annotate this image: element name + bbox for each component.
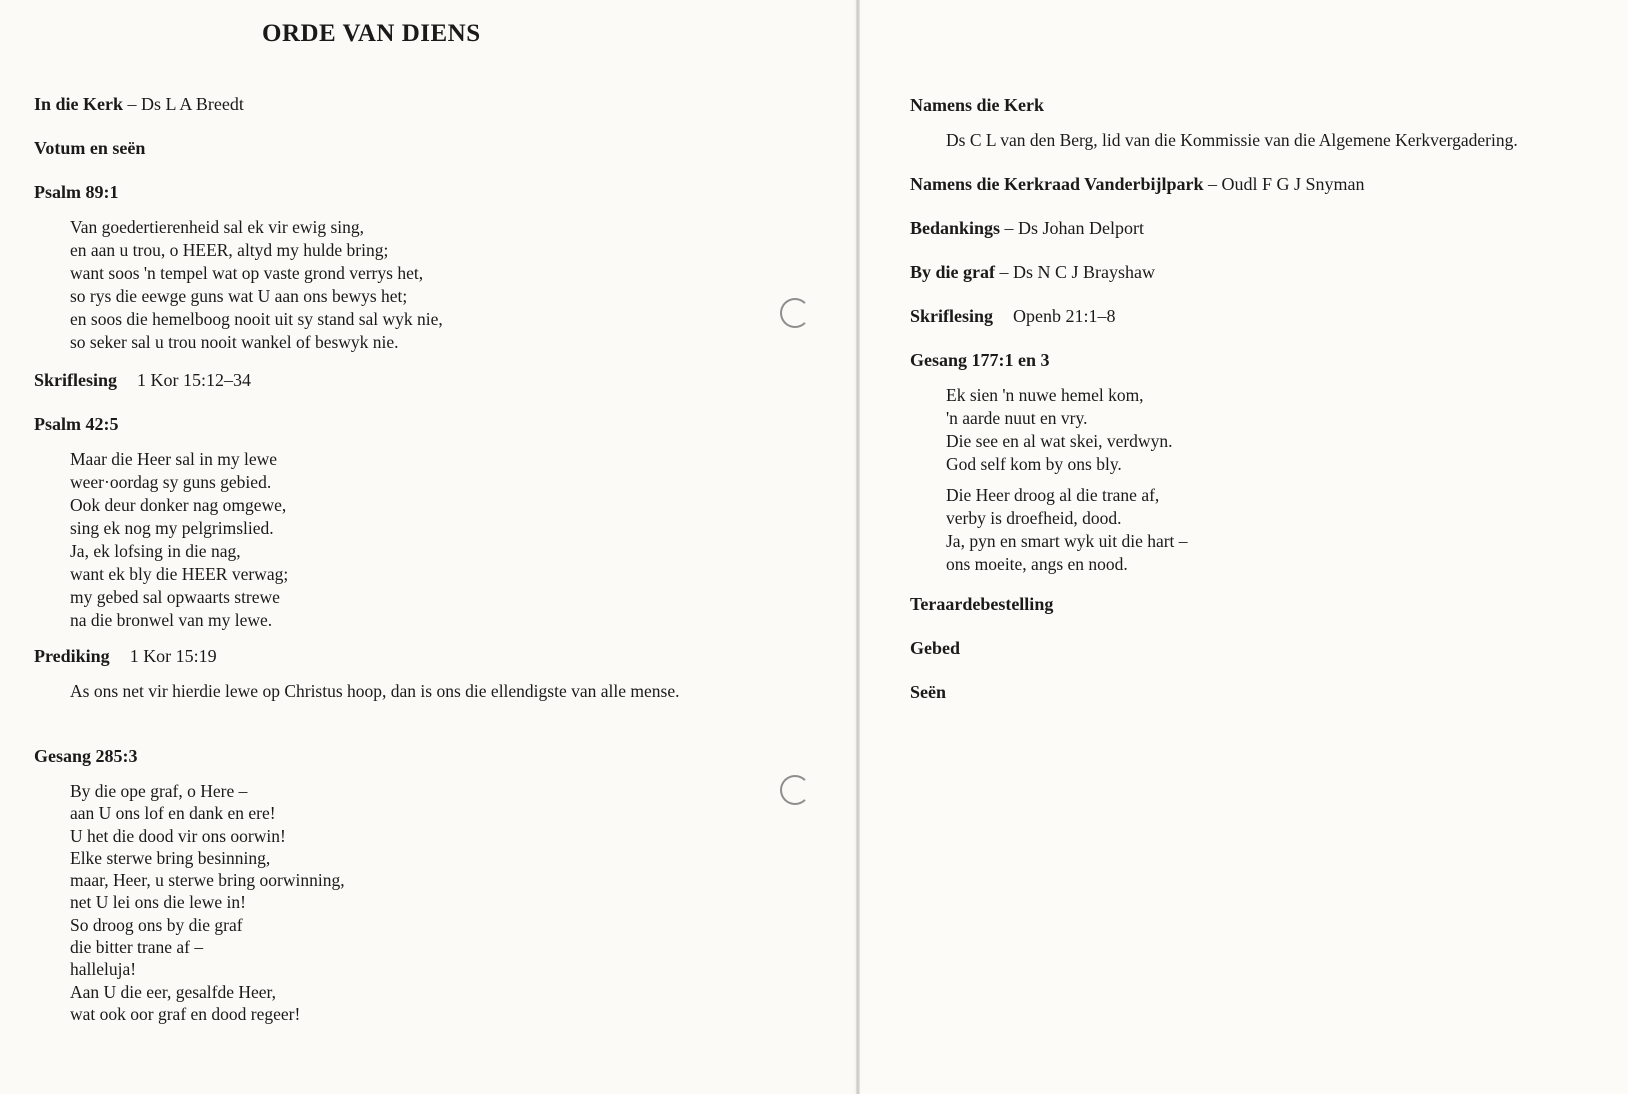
section-teraardebestelling: Teraardebestelling bbox=[910, 594, 1054, 614]
lyric-line: aan U ons lof en dank en ere! bbox=[70, 803, 276, 824]
lyric-line: net U lei ons die lewe in! bbox=[70, 892, 246, 913]
psalm-42-lyrics bbox=[70, 448, 288, 632]
section-seen: Seën bbox=[910, 682, 946, 702]
separator: – bbox=[123, 94, 142, 114]
section-label: Skriflesing bbox=[910, 306, 994, 326]
lyric-line: Maar die Heer sal in my lewe bbox=[70, 449, 278, 469]
section-text: 1 Kor 15:12–34 bbox=[137, 370, 252, 390]
lyric-line: Die Heer droog al die trane af, bbox=[946, 485, 1160, 505]
section-text: Ds L A Breedt bbox=[141, 94, 244, 114]
section-bedankings bbox=[910, 218, 1144, 239]
lyric-line: na die bronwel van my lewe. bbox=[70, 610, 273, 630]
section-namens-die-kerk: Namens die Kerk bbox=[910, 95, 1044, 115]
lyric-line: Aan U die eer, gesalfde Heer, bbox=[70, 981, 277, 1002]
prediking-text: As ons net vir hierdie lewe op Christus hoop, dan is ons die ellendigste van alle mense. bbox=[70, 681, 680, 701]
section-gesang-177: Gesang 177:1 en 3 bbox=[910, 350, 1050, 370]
lyric-line: weer·oordag sy guns gebied. bbox=[70, 472, 272, 492]
section-gesang-285: Gesang 285:3 bbox=[34, 746, 138, 766]
section-text: Ds N C J Brayshaw bbox=[1013, 262, 1155, 282]
lyric-line: So droog ons by die graf bbox=[70, 914, 243, 935]
lyric-line: U het die dood vir ons oorwin! bbox=[70, 825, 286, 846]
separator: – bbox=[995, 262, 1013, 282]
section-label: Prediking bbox=[34, 646, 110, 666]
namens-die-kerk-text: Ds C L van den Berg, lid van die Kommissie van die Algemene Kerkvergadering. bbox=[946, 130, 1518, 150]
section-label: By die graf bbox=[910, 262, 995, 282]
section-skriflesing-1 bbox=[34, 370, 251, 391]
lyric-line: die bitter trane af – bbox=[70, 937, 204, 958]
lyric-line: wat ook oor graf en dood regeer! bbox=[70, 1003, 301, 1024]
section-prediking bbox=[34, 646, 217, 667]
right-page bbox=[862, 0, 1628, 1094]
lyric-line: Ja, ek lofsing in die nag, bbox=[70, 541, 241, 561]
lyric-line: Ek sien 'n nuwe hemel kom, bbox=[946, 385, 1144, 405]
lyric-line: verby is droefheid, dood. bbox=[946, 508, 1122, 528]
lyric-line: Ook deur donker nag omgewe, bbox=[70, 495, 287, 515]
page-title: ORDE VAN DIENS bbox=[262, 20, 481, 47]
lyric-line: Die see en al wat skei, verdwyn. bbox=[946, 431, 1173, 451]
section-psalm-42: Psalm 42:5 bbox=[34, 414, 119, 434]
section-label: In die Kerk bbox=[34, 94, 124, 114]
lyric-line: 'n aarde nuut en vry. bbox=[946, 408, 1088, 428]
psalm-89-lyrics bbox=[70, 216, 443, 354]
lyric-line: Ja, pyn en smart wyk uit die hart – bbox=[946, 531, 1188, 551]
gesang-177-verse-1 bbox=[946, 384, 1172, 476]
lyric-line: so seker sal u trou nooit wankel of beswyk nie. bbox=[70, 332, 399, 352]
lyric-line: halleluja! bbox=[70, 959, 137, 980]
separator: – bbox=[1000, 218, 1019, 238]
lyric-line: en aan u trou, o HEER, altyd my hulde bring; bbox=[70, 240, 389, 260]
lyric-line: sing ek nog my pelgrimslied. bbox=[70, 518, 274, 538]
section-kerkraad bbox=[910, 174, 1365, 195]
page-fold bbox=[856, 0, 860, 1094]
gesang-177-verse-3 bbox=[946, 484, 1188, 576]
lyric-line: want soos 'n tempel wat op vaste grond verrys het, bbox=[70, 263, 424, 283]
section-votum: Votum en seën bbox=[34, 138, 146, 158]
lyric-line: ons moeite, angs en nood. bbox=[946, 554, 1128, 574]
lyric-line: Van goedertierenheid sal ek vir ewig sing, bbox=[70, 217, 365, 237]
section-text: Ds Johan Delport bbox=[1018, 218, 1145, 238]
section-text: Oudl F G J Snyman bbox=[1221, 174, 1365, 194]
lyric-line: want ek bly die HEER verwag; bbox=[70, 564, 289, 584]
lyric-line: maar, Heer, u sterwe bring oorwinning, bbox=[70, 870, 345, 891]
section-label: Skriflesing bbox=[34, 370, 118, 390]
section-skriflesing-2 bbox=[910, 306, 1116, 327]
section-gebed: Gebed bbox=[910, 638, 961, 658]
lyric-line: my gebed sal opwaarts strewe bbox=[70, 587, 280, 607]
section-by-die-graf bbox=[910, 262, 1155, 283]
section-text: Openb 21:1–8 bbox=[1013, 306, 1116, 326]
section-label: Namens die Kerkraad Vanderbijlpark bbox=[910, 174, 1204, 194]
lyric-line: God self kom by ons bly. bbox=[946, 454, 1122, 474]
section-psalm-89: Psalm 89:1 bbox=[34, 182, 119, 202]
lyric-line: Elke sterwe bring besinning, bbox=[70, 847, 271, 868]
lyric-line: en soos die hemelboog nooit uit sy stand sal wyk nie, bbox=[70, 309, 443, 329]
section-label: Bedankings bbox=[910, 218, 1001, 238]
gesang-285-lyrics bbox=[70, 780, 345, 1025]
binder-hole-icon bbox=[780, 775, 810, 805]
lyric-line: so rys die eewge guns wat U aan ons bewys het; bbox=[70, 286, 408, 306]
binder-hole-icon bbox=[780, 298, 810, 328]
lyric-line: By die ope graf, o Here – bbox=[70, 781, 248, 801]
separator: – bbox=[1203, 174, 1222, 194]
section-in-die-kerk bbox=[34, 94, 244, 115]
section-text: 1 Kor 15:19 bbox=[129, 646, 217, 666]
